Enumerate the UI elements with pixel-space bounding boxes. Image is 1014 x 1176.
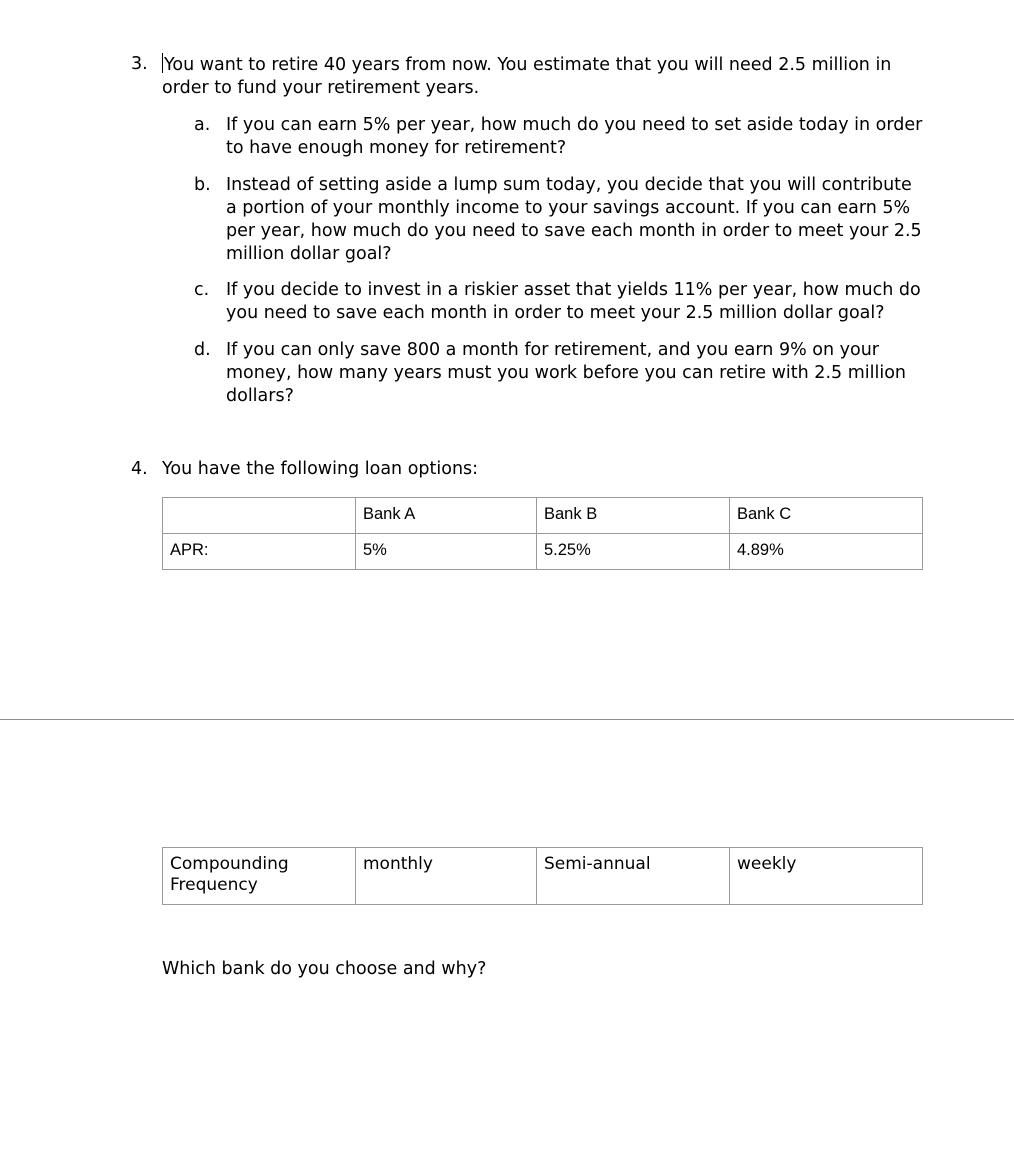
part-c-text: If you decide to invest in a riskier asset that yields 11% per year, how much do you need to save each month in order to meet your 2.5 million dollar goal? — [226, 280, 921, 323]
table-header-row — [163, 498, 923, 534]
table-cell-apr-bank-b: 5.25% — [537, 534, 730, 570]
table-row-apr — [163, 534, 923, 570]
part-a-text: If you can earn 5% per year, how much do you need to set aside today in order to have enough money for retirement? — [226, 115, 923, 158]
table-cell-compounding-label: Compounding Frequency — [163, 848, 356, 905]
part-d-text: If you can only save 800 a month for retirement, and you earn 9% on your money, how many years must you work before you can retire with 2.5 million dollars? — [226, 340, 906, 406]
table-cell-compounding-bank-c: weekly — [730, 848, 923, 905]
loan-options-table-bottom — [162, 847, 923, 905]
table-cell-compounding-bank-a: monthly — [356, 848, 537, 905]
page-break-divider — [0, 719, 1014, 720]
table-header-bank-a: Bank A — [356, 498, 537, 534]
table-cell-apr-bank-a: 5% — [356, 534, 537, 570]
loan-options-table-top — [162, 497, 923, 570]
part-b-text: Instead of setting aside a lump sum today, you decide that you will contribute a portion of your monthly income to your savings account. If you can earn 5% per year, how much do you need to save each month in order to meet your 2.5 million dollar goal? — [226, 175, 922, 264]
part-b-label: b. — [194, 175, 211, 195]
table-cell-compounding-bank-b: Semi-annual — [537, 848, 730, 905]
question-4-number: 4. — [131, 459, 148, 479]
table-header-bank-b: Bank B — [537, 498, 730, 534]
question-3-body: You want to retire 40 years from now. You estimate that you will need 2.5 million in order to fund your retirement years. — [162, 55, 892, 98]
question-3-number: 3. — [131, 54, 148, 74]
table-cell-empty — [163, 498, 356, 534]
closing-question: Which bank do you choose and why? — [162, 959, 487, 979]
table-row-compounding — [163, 848, 923, 905]
table-header-bank-c: Bank C — [730, 498, 923, 534]
question-4-text: You have the following loan options: — [162, 459, 479, 479]
part-d-label: d. — [194, 340, 211, 360]
part-a-label: a. — [194, 115, 211, 135]
question-3-text — [162, 53, 922, 100]
table-cell-apr-label: APR: — [163, 534, 356, 570]
table-cell-apr-bank-c: 4.89% — [730, 534, 923, 570]
part-c-label: c. — [194, 280, 210, 300]
text-cursor — [162, 53, 163, 73]
